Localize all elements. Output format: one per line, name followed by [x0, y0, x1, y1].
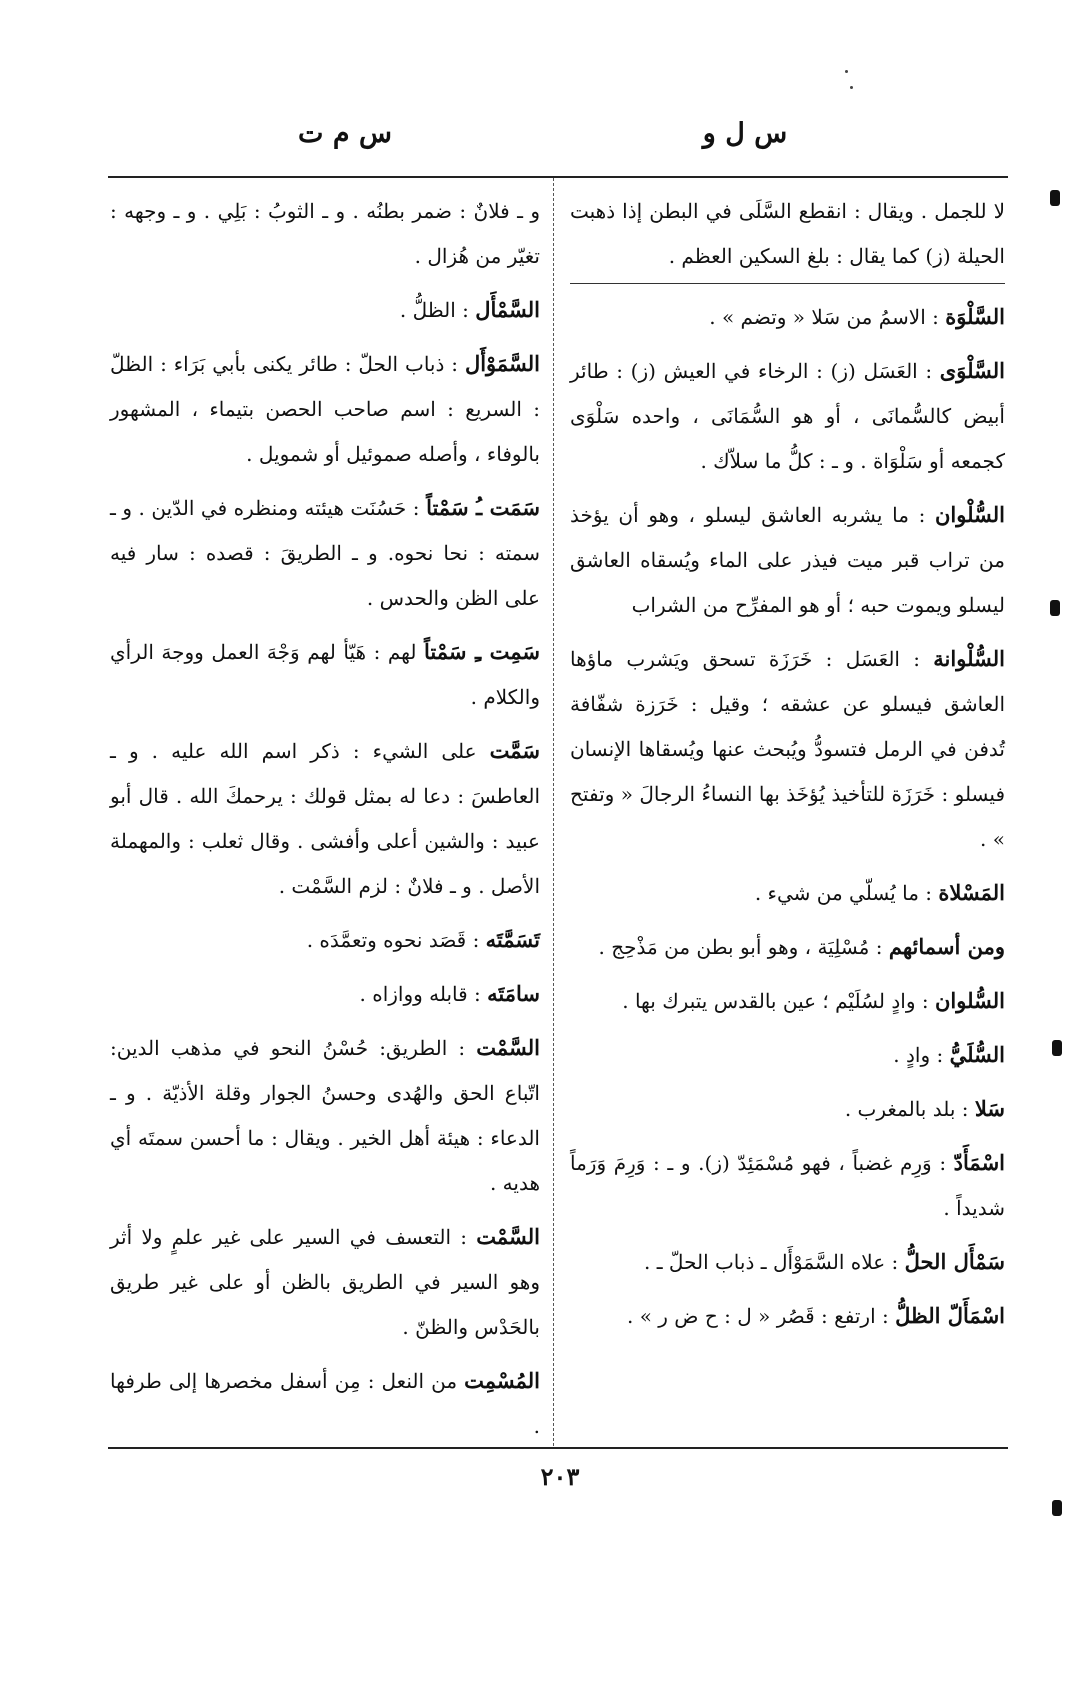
headword: سَمَت ـُ سَمْتاً — [426, 495, 540, 520]
definition: : العَسَل (ز) : الرخاء في العيش (ز) : طائر أبيض كالسُّمانَى ، أو هو السُّمَانَى ، واحده سَلْوَى كجمعه أو سَلْوَاة . و ـ : كلُّ ما سلاّك . — [570, 359, 1005, 473]
entry — [110, 629, 540, 720]
headword: المَسْلاة — [938, 880, 1005, 905]
headword: سَمِت ـِ سَمْتاً — [424, 639, 540, 664]
scan-speck — [845, 70, 848, 73]
headword: تَسَمَّتَه — [485, 927, 540, 952]
headword: السَّمَوْأَل — [464, 351, 540, 376]
top-rule — [108, 176, 1008, 178]
definition: لهم : هَيّأ لهم وَجْهَ العمل ووجهَ الرأي والكلام . — [110, 640, 540, 709]
entry — [110, 1214, 540, 1350]
entry — [570, 1086, 1005, 1132]
headword: السَّلْوَة — [945, 304, 1005, 329]
definition: : قابله ووازاه . — [359, 982, 488, 1006]
headword: السَّمْأَل — [475, 297, 540, 322]
headword: سَمْأَل الحلُّ — [904, 1249, 1005, 1274]
headword: اسْمَأَدّ — [953, 1150, 1005, 1175]
running-header-left: س م ت — [298, 118, 392, 149]
column-divider — [553, 178, 554, 1446]
entry — [110, 1025, 540, 1206]
headword: السُّلَيُّ — [949, 1042, 1005, 1067]
running-header-right: س ل و — [702, 118, 788, 149]
headword: السُّلْوان — [934, 502, 1005, 527]
headword: السُّلوان — [934, 988, 1005, 1013]
binding-hole-mark — [1052, 1500, 1062, 1516]
definition: : التعسف في السير على غير علمٍ ولا أثر وهو السير في الطريق بالظن أو على غير طريق بالحَدْس والظنّ . — [110, 1225, 540, 1339]
entry — [570, 1140, 1005, 1231]
definition: لا للجمل . ويقال : انقطع السَّلَى في البطن إذا ذهبت الحيلة (ز) كما يقال : بلغ السكين العظم . — [570, 199, 1005, 268]
definition: : علاه السَّمَوْأَل ـ ذباب الحلّ ـ . — [643, 1250, 905, 1274]
headword: سَمَّت — [489, 738, 540, 763]
entry — [570, 924, 1005, 970]
page-number: ٢٠٣ — [540, 1462, 580, 1491]
binding-hole-mark — [1050, 190, 1060, 206]
definition: : ما يشربه العاشق ليسلو ، وهو أن يؤخذ من تراب قبر ميت فيذر على الماء ويُسقاه العاشق ليسلو ويموت حبه ؛ أو هو المفرِّح من الشراب — [570, 503, 1005, 617]
entry — [570, 492, 1005, 628]
entry — [570, 188, 1005, 284]
definition: : وادٍ لسُلَيْم ؛ عين بالقدس يتبرك بها . — [622, 989, 935, 1013]
entry — [570, 1239, 1005, 1285]
definition: : الظلُّ . — [399, 298, 476, 322]
headword: سَلا — [974, 1096, 1005, 1121]
headword: السَّمْت — [476, 1035, 540, 1060]
definition: : العَسَل : خَرَزَة تسحق ويَشرب ماؤها العاشق فيسلو عن عشقه ؛ وقيل : خَرَزة شفّافة تُدفن في الرمل فتسودُّ ويُبحث عنها ويُسقاها الإنسان فيسلو : خَرَزَة للتأخيذ يُؤخَذ بها النساءُ الرجالَ « وتفتح » . — [570, 647, 1005, 851]
entry — [110, 917, 540, 963]
entry — [570, 978, 1005, 1024]
definition: : ذباب الحلّ : طائر يكنى بأبي بَرَاء : الظلّ : السريع : اسم صاحب الحصن بتيماء ، المشهور بالوفاء ، وأصله صموئيل أو شمويل . — [110, 352, 540, 466]
definition: : مُسْلِيَة ، وهو أبو بطن من مَذْحِج . — [598, 935, 889, 959]
scan-speck — [850, 86, 853, 89]
entry — [570, 1032, 1005, 1078]
headword: السَّلْوَى — [939, 358, 1005, 383]
binding-hole-mark — [1050, 600, 1060, 616]
headword: السُّلْوانة — [933, 646, 1005, 671]
headword: سامَتَه — [487, 981, 540, 1006]
entry — [110, 485, 540, 621]
entry — [570, 294, 1005, 340]
binding-hole-mark — [1052, 1040, 1062, 1056]
definition: : ارتفع : قَصُر « ل : ح ض ر » . — [626, 1304, 896, 1328]
entry — [110, 1358, 540, 1449]
entry — [570, 348, 1005, 484]
left-column — [110, 188, 540, 1457]
headword: اسْمَأَلّ الظلُّ — [895, 1303, 1005, 1328]
definition: : حَسُنَت هيئته ومنظره في الدّين . و ـ سمته : نحا نحوه. و ـ الطريقَ : قصده : سار فيه على الظن والحدس . — [110, 496, 540, 610]
definition: : الطريق: حُسْنُ النحو في مذهب الدين: اتّباع الحق والهُدى وحسنُ الجوار وقلة الأذيّة . و ـ الدعاء : هيئة أهل الخير . ويقال : ما أحسن سمتَه أي هديه . — [110, 1036, 540, 1195]
bottom-rule — [108, 1447, 1008, 1449]
definition: على الشيء : ذكر اسم الله عليه . و ـ العاطسَ : دعا له بمثل قولك : يرحمكَ الله . قال أبو عبيد : والشين أعلى وأفشى . وقال ثعلب : والمهملة الأصل . و ـ فلانٌ : لزم السَّمْت . — [110, 739, 540, 898]
entry — [110, 971, 540, 1017]
definition: : قَصَد نحوه وتعمَّدَه . — [306, 928, 486, 952]
entry — [570, 636, 1005, 862]
entry — [110, 188, 540, 279]
definition: : الاسمُ من سَلا « وتضم » . — [709, 305, 946, 329]
entry — [110, 728, 540, 909]
definition: : وَرِم غضباً ، فهو مُسْمَئِدّ (ز). و ـ : وَرِمَ وَرَماً شديداً . — [570, 1151, 1005, 1220]
definition: : بلد بالمغرب . — [844, 1097, 975, 1121]
entry — [570, 870, 1005, 916]
right-column — [570, 188, 1005, 1347]
definition: : ما يُسلّي من شيء . — [754, 881, 939, 905]
definition: من النعل : مِن أسفل مخصرها إلى طرفها . — [110, 1369, 540, 1438]
headword: السَّمْت — [476, 1224, 540, 1249]
definition: : وادٍ . — [893, 1043, 950, 1067]
definition: و ـ فلانٌ : ضمر بطنُه . و ـ الثوبُ : بَلِي . و ـ وجهه : تغيّر من هُزال . — [110, 199, 540, 268]
entry — [570, 1293, 1005, 1339]
entry — [110, 287, 540, 333]
headword: المُسْمِت — [464, 1368, 540, 1393]
entry — [110, 341, 540, 477]
headword: ومن أسمائهم — [888, 934, 1005, 959]
